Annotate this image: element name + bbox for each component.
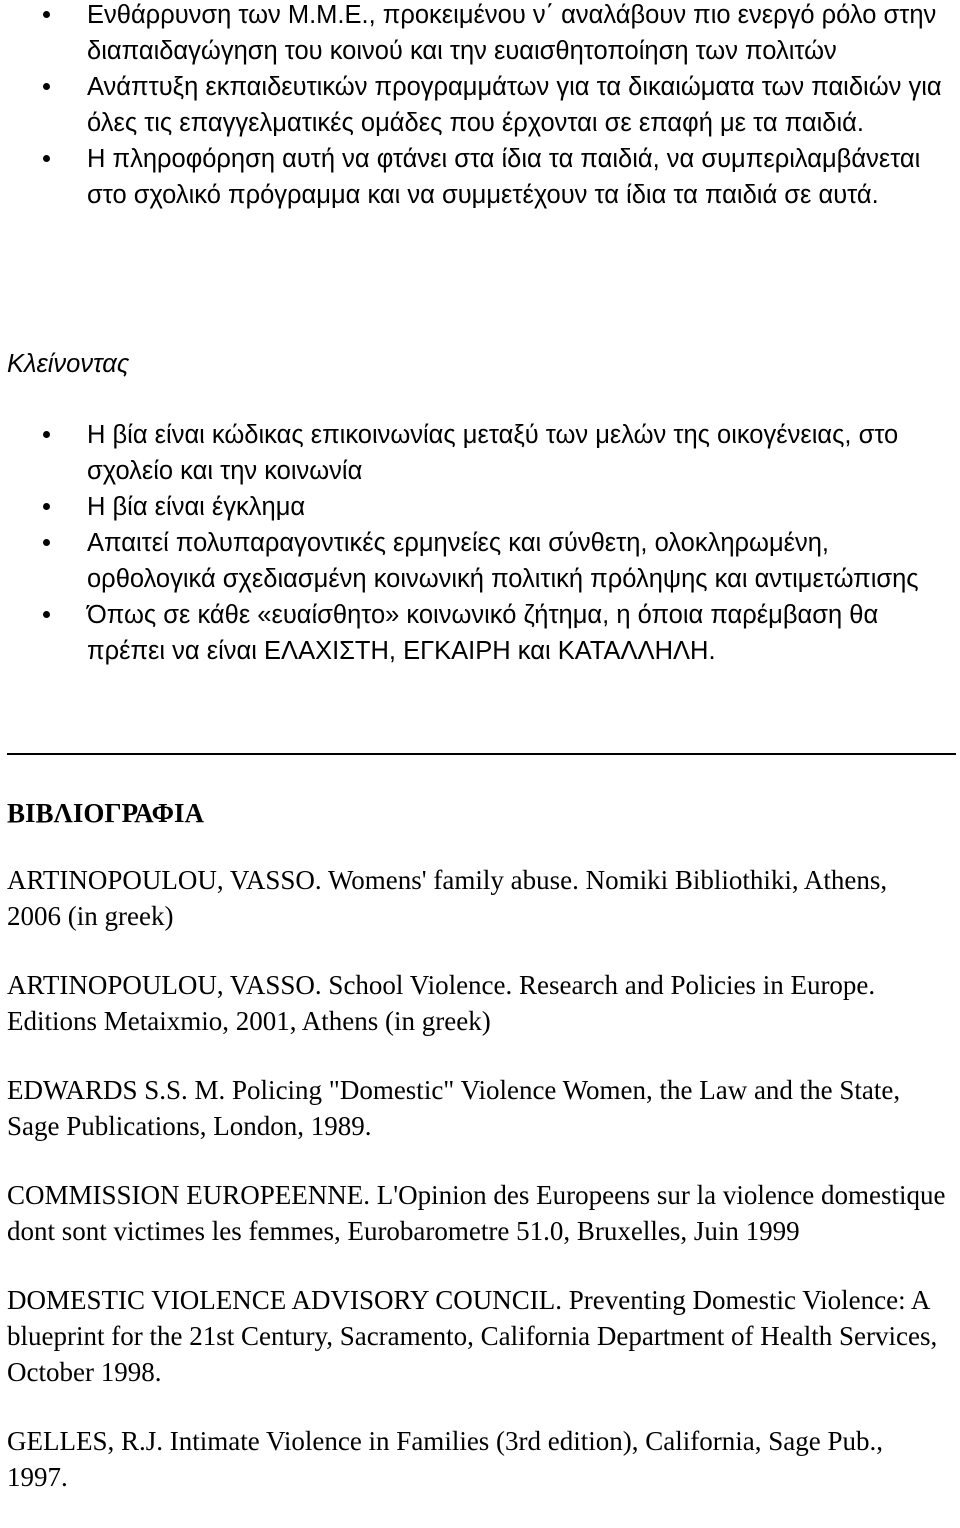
list-item-text: Η βία είναι έγκλημα [87, 493, 306, 521]
section-divider [7, 753, 956, 755]
bibliography-entry: EDWARDS S.S. M. Policing "Domestic" Violence Women, the Law and the State, Sage Publications, London, 1989. [7, 1075, 901, 1141]
bullet-icon [43, 611, 50, 618]
bibliography-entry: ARTINOPOULOU, VASSO. Womens' family abuse. Nomiki Bibliothiki, Athens, 2006 (in greek) [7, 865, 888, 931]
list-item [0, 141, 960, 213]
bullet-icon [43, 431, 50, 438]
list-item [0, 69, 960, 141]
bibliography-entry: DOMESTIC VIOLENCE ADVISORY COUNCIL. Preventing Domestic Violence: A blueprint for the 21st Century, Sacramento, California Department of Health Services, October 1998. [7, 1285, 938, 1387]
bullet-icon [43, 503, 50, 510]
list-item [0, 489, 960, 525]
list-item-text: Όπως σε κάθε «ευαίσθητο» κοινωνικό ζήτημα, η όποια παρέμβαση θα πρέπει να είναι ΕΛΑΧΙΣΤΗ, ΕΓΚΑΙΡΗ και ΚΑΤΑΛΛΗΛΗ. [87, 601, 879, 665]
list-item [0, 597, 960, 669]
bibliography-title: ΒΙΒΛΙΟΓΡΑΦΙΑ [7, 798, 205, 828]
closing-heading: Κλείνοντας [7, 350, 130, 378]
list-item-text: Η πληροφόρηση αυτή να φτάνει στα ίδια τα παιδιά, να συμπεριλαμβάνεται στο σχολικό πρόγραμμα και να συμμετέχουν τα ίδια τα παιδιά σε αυτά. [87, 145, 921, 209]
list-item-text: Απαιτεί πολυπαραγοντικές ερμηνείες και σύνθετη, ολοκληρωμένη, ορθολογικά σχεδιασμένη κοινωνική πολιτική πρόληψης και αντιμετώπισης [87, 529, 919, 593]
bullet-icon [43, 539, 50, 546]
bullet-icon [43, 83, 50, 90]
bibliography-entry: COMMISSION EUROPEENNE. L'Opinion des Europeens sur la violence domestique dont sont victimes les femmes, Eurobarometre 51.0, Bruxelles, Juin 1999 [7, 1180, 946, 1246]
bullet-icon [43, 155, 50, 162]
closing-list [0, 417, 960, 669]
list-item-text: Ενθάρρυνση των Μ.Μ.Ε., προκειμένου ν΄ αναλάβουν πιο ενεργό ρόλο στην διαπαιδαγώγηση του κοινού και την ευαισθητοποίηση των πολιτών [87, 1, 937, 65]
bibliography-entry: ARTINOPOULOU, VASSO. School Violence. Research and Policies in Europe. Editions Metaixmio, 2001, Athens (in greek) [7, 970, 876, 1036]
list-item [0, 417, 960, 489]
list-item-text: Η βία είναι κώδικας επικοινωνίας μεταξύ των μελών της οικογένειας, στο σχολείο και την κοινωνία [87, 421, 899, 485]
recommendations-list [0, 0, 960, 213]
bullet-icon [43, 11, 50, 18]
bibliography-list [7, 862, 947, 1528]
list-item-text: Ανάπτυξη εκπαιδευτικών προγραμμάτων για τα δικαιώματα των παιδιών για όλες τις επαγγελματικές ομάδες που έρχονται σε επαφή με τα παιδιά. [87, 73, 942, 137]
list-item [0, 0, 960, 69]
list-item [0, 525, 960, 597]
bibliography-entry: GELLES, R.J. Intimate Violence in Families (3rd edition), California, Sage Pub., 1997. [7, 1426, 883, 1492]
